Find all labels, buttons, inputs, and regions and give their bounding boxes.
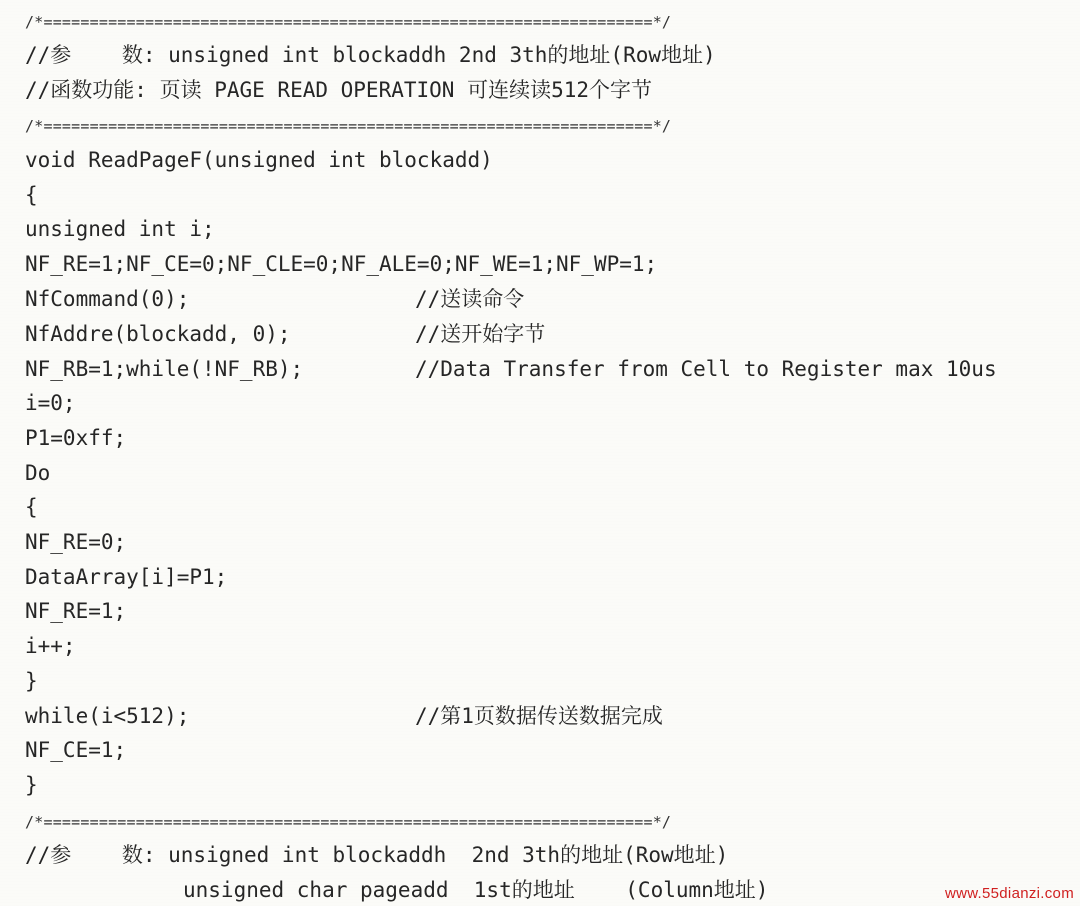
read-enable-high: NF_RE=1;	[25, 599, 127, 623]
address-comment: //送开始字节	[415, 322, 546, 346]
separator-line: /*==================================================================*/	[25, 13, 672, 31]
port-init: P1=0xff;	[25, 426, 127, 450]
separator-line: /*==================================================================*/	[25, 813, 672, 831]
init-statement: NF_RE=1;NF_CE=0;NF_CLE=0;NF_ALE=0;NF_WE=1;NF_WP=1;	[25, 252, 658, 276]
while-condition: while(i<512);	[25, 704, 190, 728]
index-init: i=0;	[25, 391, 76, 415]
param-comment: //参 数: unsigned int blockaddh 2nd 3th的地址(Row地址)	[25, 43, 716, 67]
site-watermark: www.55dianzi.com	[944, 885, 1074, 902]
param-comment: //参 数: unsigned int blockaddh 2nd 3th的地址(Row地址)	[25, 843, 729, 867]
do-close-brace: }	[25, 669, 38, 693]
variable-declaration: unsigned int i;	[25, 217, 215, 241]
command-statement: NfCommand(0);	[25, 287, 190, 311]
command-comment: //送读命令	[415, 287, 525, 311]
open-brace: {	[25, 183, 38, 207]
address-statement: NfAddre(blockadd, 0);	[25, 322, 291, 346]
chip-enable-high: NF_CE=1;	[25, 738, 127, 762]
param-comment-continued: unsigned char pageadd 1st的地址 (Column地址)	[183, 878, 769, 902]
read-enable-low: NF_RE=0;	[25, 530, 127, 554]
array-assign: DataArray[i]=P1;	[25, 565, 228, 589]
ready-wait-comment: //Data Transfer from Cell to Register max 10us	[415, 357, 997, 381]
ready-wait-statement: NF_RB=1;while(!NF_RB);	[25, 357, 304, 381]
index-increment: i++;	[25, 634, 76, 658]
function-declaration: void ReadPageF(unsigned int blockadd)	[25, 148, 493, 172]
close-brace: }	[25, 773, 38, 797]
separator-line: /*==================================================================*/	[25, 117, 672, 135]
do-keyword: Do	[25, 461, 51, 485]
do-open-brace: {	[25, 495, 38, 519]
while-comment: //第1页数据传送数据完成	[415, 704, 663, 728]
function-comment: //函数功能: 页读 PAGE READ OPERATION 可连续读512个字节	[25, 78, 653, 102]
